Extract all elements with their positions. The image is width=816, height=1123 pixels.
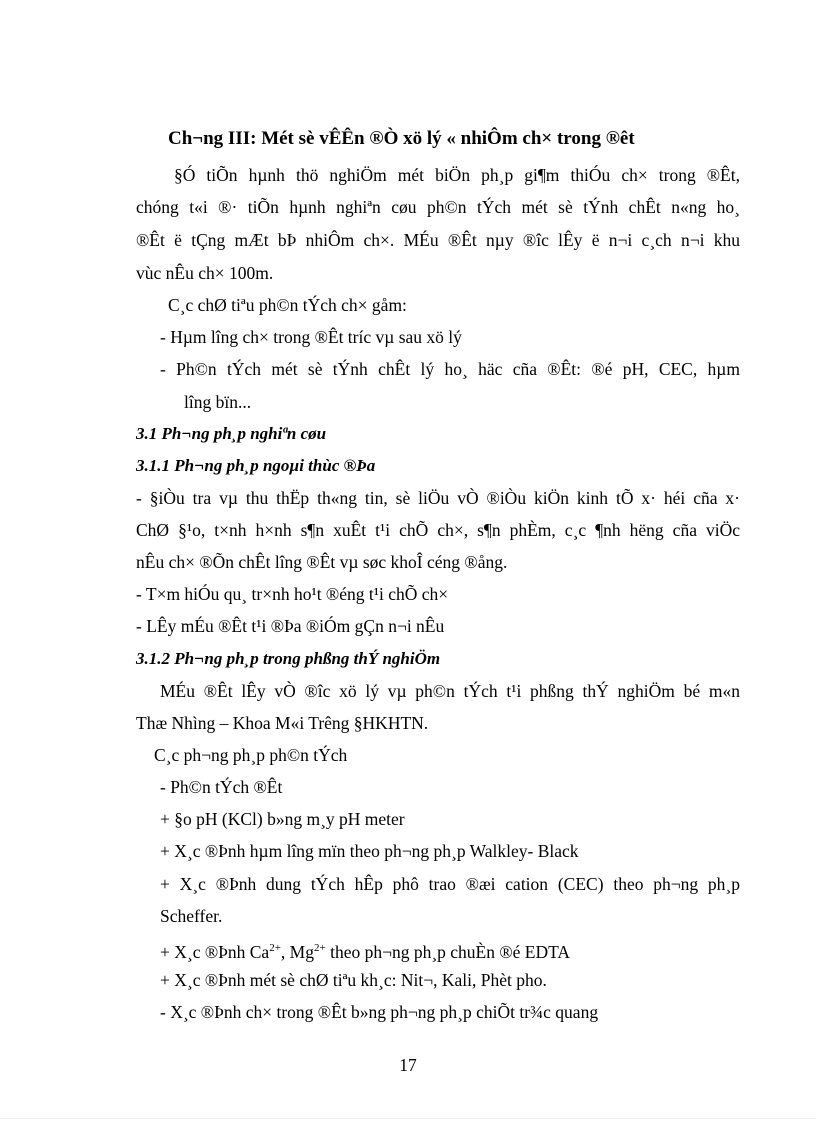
list-item: - Ph©n tÝch ®Êt	[160, 777, 283, 797]
list-item: - Hµm lîng ch× trong ®Êt tríc vµ sau xö lý	[160, 327, 462, 347]
list-item: + X¸c ®Þnh mét sè chØ tiªu kh¸c: Nit¬, Kali, Phèt pho.	[160, 970, 547, 990]
superscript: 2+	[269, 942, 281, 954]
paragraph-line: ChØ §¹o, t×nh h×nh s¶n xuÊt t¹i chÕ ch×, s¶n phÈm, c¸c ¶nh hëng cña viÖc	[136, 520, 740, 540]
list-item: - Ph©n tÝch mét sè tÝnh chÊt lý ho¸ häc cña ®Êt: ®é pH, CEC, hµm	[160, 359, 740, 379]
section-heading: 3.1 Ph¬ng ph¸p nghiªn cøu	[136, 424, 327, 443]
subsection-heading: 3.1.1 Ph¬ng ph¸p ngoµi thùc ®Þa	[136, 456, 376, 475]
page-number: 17	[399, 1055, 417, 1075]
line-text: , Mg	[280, 941, 314, 962]
paragraph-line: C¸c chØ tiªu ph©n tÝch ch× gåm:	[168, 295, 407, 315]
paragraph-line: C¸c ph¬ng ph¸p ph©n tÝch	[154, 745, 348, 765]
list-item: + X¸c ®Þnh dung tÝch hÊp phô trao ®æi cation (CEC) theo ph¬ng ph¸p	[160, 874, 740, 894]
paragraph-line: - LÊy mÉu ®Êt t¹i ®Þa ®iÓm gÇn n¬i nÊu	[136, 616, 445, 636]
page-bottom-divider	[0, 1118, 816, 1119]
paragraph-line: nÊu ch× ®Õn chÊt lîng ®Êt vµ søc khoÎ céng ®ång.	[136, 552, 508, 572]
list-item: + §o pH (KCl) b»ng m¸y pH meter	[160, 809, 405, 829]
paragraph-line: chóng t«i ®· tiÕn hµnh nghiªn cøu ph©n tÝch mét sè tÝnh chÊt n«ng ho¸	[136, 197, 740, 217]
list-item-continuation: lîng bïn...	[184, 392, 252, 412]
paragraph-line: §Ó tiÕn hµnh thö nghiÖm mét biÖn ph¸p gi¶m thiÓu ch× trong ®Êt,	[174, 165, 740, 185]
paragraph-line: - §iÒu tra vµ thu thËp th«ng tin, sè liÖu vÒ ®iÒu kiÖn kinh tÕ x· héi cña x·	[136, 488, 740, 508]
paragraph-line: ®Êt ë tÇng mÆt bÞ nhiÔm ch×. MÉu ®Êt nµy ®îc lÊy ë n¬i c¸ch n¬i khu	[136, 230, 740, 250]
paragraph-line: - T×m hiÓu qu¸ tr×nh ho¹t ®éng t¹i chÕ ch×	[136, 584, 449, 604]
line-text: theo ph¬ng ph¸p chuÈn ®é EDTA	[325, 941, 571, 962]
paragraph-line: Thæ Nhìng – Khoa M«i Trêng §HKHTN.	[136, 713, 429, 733]
list-item	[160, 937, 770, 963]
list-item-continuation: Scheffer.	[160, 906, 223, 926]
chapter-title: Ch¬ng III: Mét sè vÊÊn ®Ò xö lý « nhiÔm ch× trong ®êt	[168, 128, 635, 149]
paragraph-line: MÉu ®Êt lÊy vÒ ®îc xö lý vµ ph©n tÝch t¹i phßng thÝ nghiÖm bé m«n	[160, 681, 740, 701]
list-item: + X¸c ®Þnh hµm lîng mïn theo ph¬ng ph¸p Walkley- Black	[160, 841, 579, 861]
line-text: + X¸c ®Þnh Ca	[160, 941, 270, 962]
subsection-heading: 3.1.2 Ph¬ng ph¸p trong phßng thÝ nghiÖm	[136, 649, 441, 668]
superscript: 2+	[313, 942, 326, 954]
paragraph-line: vùc nÊu ch× 100m.	[136, 263, 274, 283]
list-item: - X¸c ®Þnh ch× trong ®Êt b»ng ph¬ng ph¸p chiÕt tr¾c quang	[160, 1002, 599, 1022]
